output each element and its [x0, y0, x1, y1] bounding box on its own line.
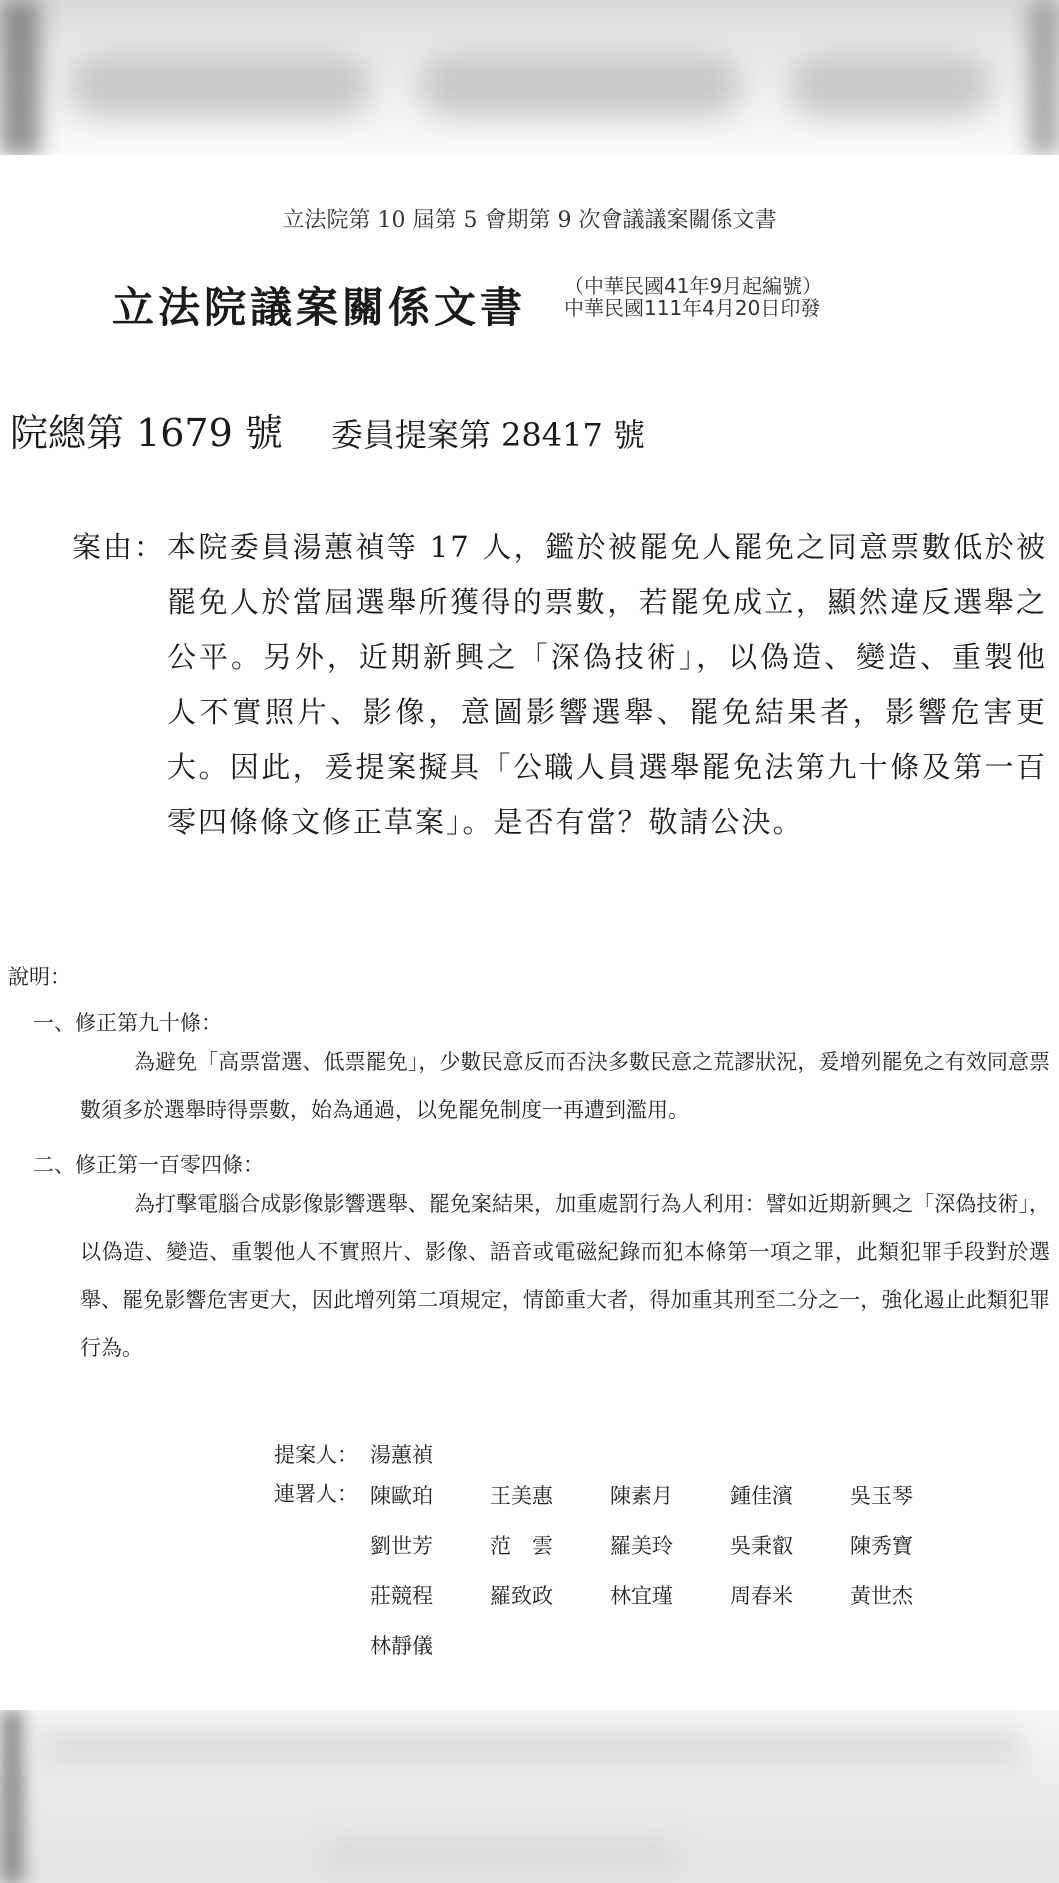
cosigner-name: 羅致政: [490, 1584, 553, 1608]
explanation-item-title: 一、修正第九十條：: [33, 1011, 222, 1035]
cosigner-name: 莊競程: [370, 1584, 433, 1608]
case-section: [72, 520, 1047, 850]
proposer-label: 提案人：: [274, 1443, 358, 1467]
proposer-row: [274, 1430, 970, 1478]
blur-band: [320, 1840, 680, 1870]
proposer-name: 湯蕙禎: [370, 1443, 433, 1467]
blur-blob: [790, 55, 990, 115]
signature-section: [274, 1430, 970, 1658]
explanation-item-text: 為打擊電腦合成影像影響選舉、罷免案結果，加重處罰行為人利用：譬如近期新興之「深偽技術」，以偽造、變造、重製他人不實照片、影像、語音或電磁紀錄而犯本條第一項之罪，此類犯罪手段對於選舉、罷免影響危害更大，因此增列第二項規定，情節重大者，得加重其刑至二分之一，強化遏止此類犯罪行為。: [80, 1192, 1050, 1360]
cosigner-name: 劉世芳: [370, 1534, 433, 1558]
cosigner-name: 吳秉叡: [730, 1534, 793, 1558]
cosigner-list: [370, 1480, 970, 1660]
blur-edge-left: [0, 1710, 24, 1883]
cosigner-row: [274, 1480, 970, 1658]
cosigner-name: 陳秀寶: [850, 1534, 913, 1558]
blur-edge-left: [0, 0, 40, 155]
print-date: 中華民國111年4月20日印發: [564, 296, 821, 320]
cosigner-name: 王美惠: [490, 1484, 553, 1508]
explanation-section: [8, 962, 1048, 1372]
case-text: 本院委員湯蕙禎等 17 人，鑑於被罷免人罷免之同意票數低於被罷免人於當屆選舉所獲得的票數，若罷免成立，顯然違反選舉之公平。另外，近期新興之「深偽技術」，以偽造、變造、重製他人不實照片、影像，意圖影響選舉、罷免結果者，影響危害更大。因此，爰提案擬具「公職人員選舉罷免法第九十條及第一百零四條條文修正草案」。是否有當？敬請公決。: [167, 530, 1047, 839]
blur-blob: [420, 55, 740, 115]
blur-band: [40, 1730, 1020, 1764]
document-title: 立法院議案關係文書: [112, 283, 527, 332]
cosigner-name: 鍾佳濱: [730, 1484, 793, 1508]
primary-number: 院總第 1679 號: [10, 411, 283, 455]
cosigner-name: 陳素月: [610, 1484, 673, 1508]
blurred-next-page: [0, 1710, 1059, 1883]
blur-blob: [70, 55, 370, 115]
session-header: 立法院第 10 屆第 5 會期第 9 次會議議案關係文書: [282, 208, 777, 233]
case-label: 案由：: [72, 530, 166, 564]
cosigner-name: 黃世杰: [850, 1584, 913, 1608]
cosigner-name: 周春米: [730, 1584, 793, 1608]
cosigner-name: 范 雲: [490, 1534, 553, 1558]
cosigner-name: 林宜瑾: [610, 1584, 673, 1608]
blurred-previous-page: [0, 0, 1059, 155]
cosigner-name: 吳玉琴: [850, 1484, 913, 1508]
numbering-note: （中華民國41年9月起編號）: [564, 274, 823, 298]
cosigner-name: 林靜儀: [370, 1634, 433, 1658]
title-note: [564, 275, 822, 319]
proposal-number: 委員提案第 28417 號: [330, 416, 646, 454]
cosigner-label: 連署人：: [274, 1482, 358, 1506]
explanation-item-title: 二、修正第一百零四條：: [33, 1153, 264, 1177]
document-numbers: [10, 402, 645, 457]
cosigner-name: 羅美玲: [610, 1534, 673, 1558]
explanation-item-text: 為避免「高票當選、低票罷免」，少數民意反而否決多數民意之荒謬狀況，爰增列罷免之有效同意票數須多於選舉時得票數，始為通過，以免罷免制度一再遭到濫用。: [80, 1050, 1050, 1122]
blur-edge-right: [1029, 0, 1059, 155]
explanation-heading: 說明：: [8, 965, 71, 989]
cosigner-name: 陳歐珀: [370, 1484, 433, 1508]
